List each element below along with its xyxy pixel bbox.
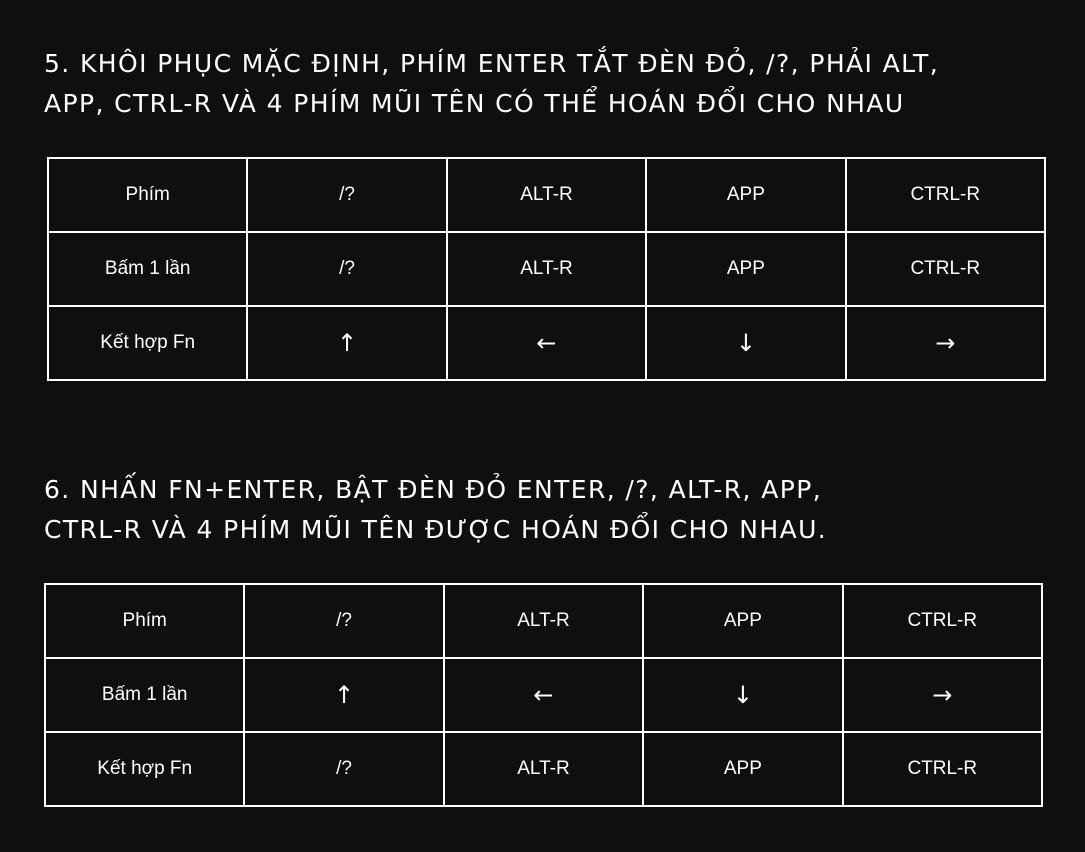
section-5-key-table <box>47 157 1046 381</box>
section-6-heading-line-1: 6. NHẤN FN+ENTER, BẬT ĐÈN ĐỎ ENTER, /?, ALT-R, APP, <box>44 475 823 504</box>
table-row-single-press <box>48 232 1045 306</box>
section-5-heading <box>44 44 939 124</box>
table-cell: /? <box>244 584 443 658</box>
table-cell: ALT-R <box>444 584 643 658</box>
table-row-fn-combo <box>45 732 1042 806</box>
arrow-left-icon: ← <box>444 658 643 732</box>
table-cell: CTRL-R <box>846 158 1045 232</box>
table-cell-label: Kết hợp Fn <box>45 732 244 806</box>
arrow-down-icon: ↓ <box>643 658 842 732</box>
section-5-heading-line-1: 5. KHÔI PHỤC MẶC ĐỊNH, PHÍM ENTER TẮT ĐÈN ĐỎ, /?, PHẢI ALT, <box>44 49 940 78</box>
table-row-key-names <box>45 584 1042 658</box>
section-5-heading-line-2: APP, CTRL-R VÀ 4 PHÍM MŨI TÊN CÓ THỂ HOÁN ĐỔI CHO NHAU <box>44 89 905 118</box>
table-cell: /? <box>247 158 446 232</box>
table-cell: CTRL-R <box>843 584 1042 658</box>
table-cell: APP <box>646 158 845 232</box>
arrow-right-icon: → <box>843 658 1042 732</box>
table-cell: APP <box>643 732 842 806</box>
arrow-left-icon: ← <box>447 306 646 380</box>
table-row-key-names <box>48 158 1045 232</box>
section-6-key-table <box>44 583 1043 807</box>
arrow-down-icon: ↓ <box>646 306 845 380</box>
section-6-heading <box>44 470 827 550</box>
section-6-heading-line-2: CTRL-R VÀ 4 PHÍM MŨI TÊN ĐƯỢC HOÁN ĐỔI CHO NHAU. <box>44 515 828 544</box>
table-cell-label: Kết hợp Fn <box>48 306 247 380</box>
arrow-up-icon: ↑ <box>247 306 446 380</box>
table-cell: APP <box>646 232 845 306</box>
table-cell: /? <box>244 732 443 806</box>
table-cell: ALT-R <box>444 732 643 806</box>
table-cell: ALT-R <box>447 158 646 232</box>
table-row-fn-combo <box>48 306 1045 380</box>
table-cell: /? <box>247 232 446 306</box>
table-row-single-press <box>45 658 1042 732</box>
table-cell: CTRL-R <box>843 732 1042 806</box>
table-cell-label: Bấm 1 lần <box>48 232 247 306</box>
table-cell: CTRL-R <box>846 232 1045 306</box>
arrow-right-icon: → <box>846 306 1045 380</box>
table-cell: APP <box>643 584 842 658</box>
table-cell: ALT-R <box>447 232 646 306</box>
arrow-up-icon: ↑ <box>244 658 443 732</box>
table-cell-label: Phím <box>48 158 247 232</box>
table-cell-label: Phím <box>45 584 244 658</box>
table-cell-label: Bấm 1 lần <box>45 658 244 732</box>
